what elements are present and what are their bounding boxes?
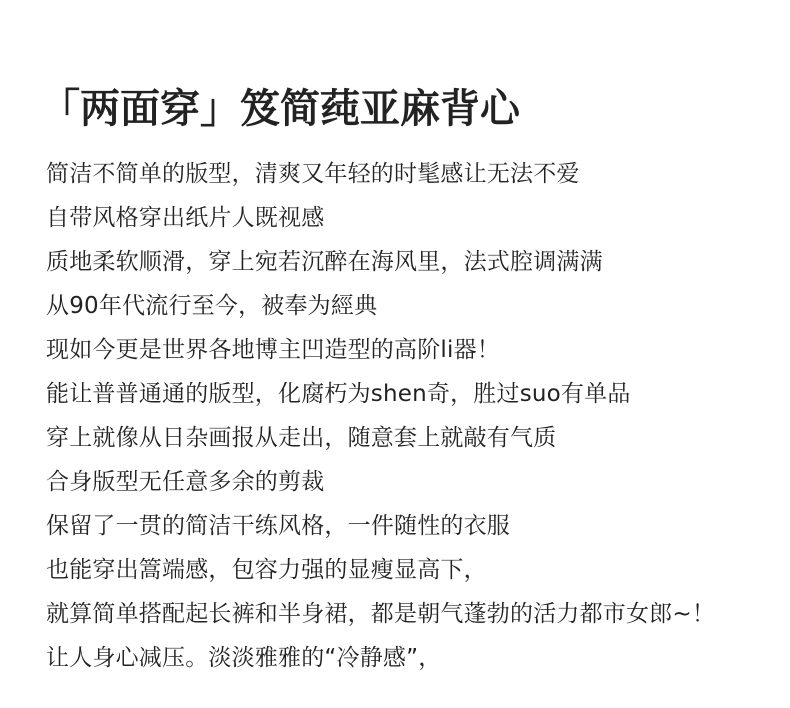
description-line: 简洁不简单的版型，清爽又年轻的时髦感让无法不爱	[46, 161, 580, 187]
description-line: 就算简单搭配起长裤和半身裙，都是朝气蓬勃的活力都市女郎~！	[46, 601, 716, 627]
description-line: 也能穿出篙端感，包容力强的显瘦显高下，	[46, 557, 487, 583]
page-title: 「两面穿」笈简莼亚麻背心	[40, 86, 520, 132]
description-line: 合身版型无任意多余的剪裁	[46, 469, 325, 495]
description-text-block	[46, 152, 786, 680]
description-line: 保留了一贯的简洁干练风格，一件随性的衣服	[46, 513, 510, 539]
description-line: 自带风格穿出纸片人既视感	[46, 205, 325, 231]
description-line: 质地柔软顺滑，穿上宛若沉醉在海风里，法式腔调满满	[46, 249, 603, 275]
description-line: 从90年代流行至今，被奉为經典	[46, 293, 378, 319]
description-line: 现如今更是世界各地博主凹造型的高阶li器！	[46, 337, 500, 363]
description-line: 让人身心减压。淡淡雅雅的“冷静感”，	[46, 645, 442, 671]
description-line: 能让普普通通的版型，化腐朽为shen奇，胜过suo有单品	[46, 381, 631, 407]
description-line: 穿上就像从日杂画报从走出，随意套上就敲有气质	[46, 425, 557, 451]
